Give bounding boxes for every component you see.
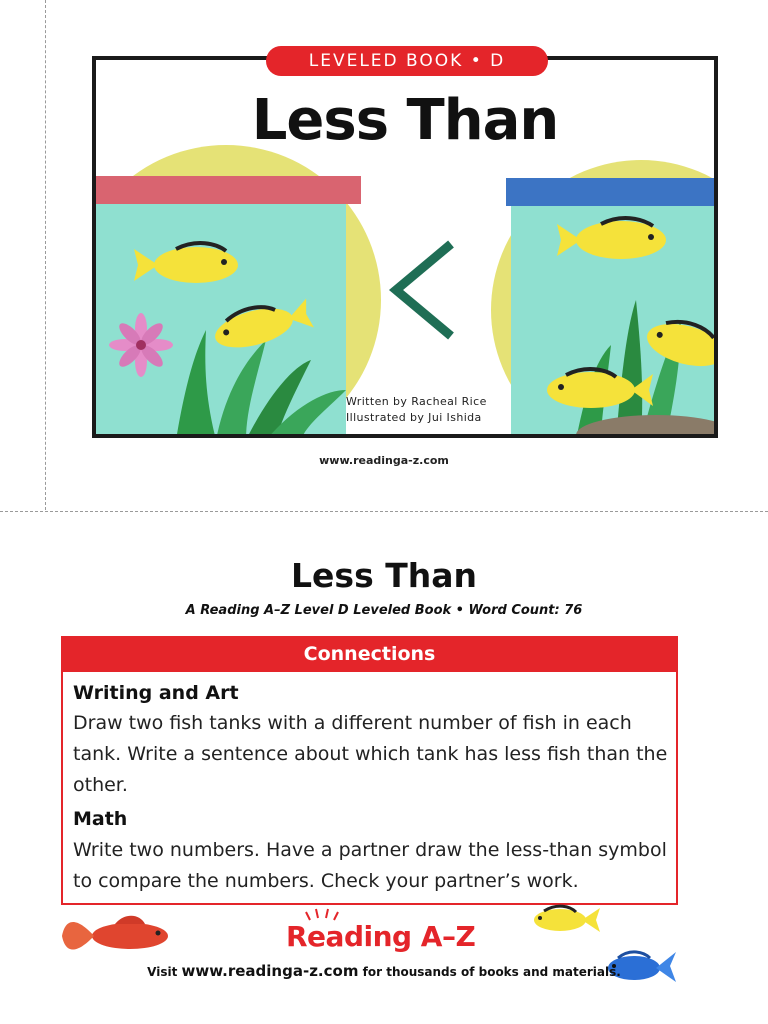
section-body-writing-art: Draw two fish tanks with a different number of fish in each tank. Write a sentence about which tank has less fish than the other. xyxy=(73,712,668,796)
fold-line-horizontal xyxy=(0,511,768,512)
fold-line-vertical xyxy=(45,0,46,510)
reading-az-logo: Reading A–Z xyxy=(286,920,476,953)
level-badge: LEVELED BOOK • D xyxy=(266,46,548,76)
connections-box xyxy=(61,636,678,905)
cover-illustration xyxy=(92,56,718,438)
book-subtitle: A Reading A–Z Level D Leveled Book • Word Count: 76 xyxy=(185,603,583,618)
red-fish-icon xyxy=(60,910,180,960)
visit-url-link[interactable]: www.readinga-z.com xyxy=(181,962,359,980)
connections-header: Connections xyxy=(63,638,676,672)
section-heading-writing-art: Writing and Art xyxy=(73,682,239,704)
less-than-symbol xyxy=(396,244,451,336)
cover-title: Less Than xyxy=(251,88,559,153)
section-body-math: Write two numbers. Have a partner draw the less-than symbol to compare the numbers. Check your partner’s work. xyxy=(73,839,667,892)
visit-prefix: Visit xyxy=(147,965,178,979)
book-title: Less Than xyxy=(291,556,477,595)
section-heading-math: Math xyxy=(73,808,128,830)
author-credit: Written by Racheal Rice xyxy=(346,395,487,408)
illustrator-credit: Illustrated by Jui Ishida xyxy=(346,411,482,424)
credits xyxy=(346,394,487,426)
visit-line xyxy=(0,962,768,980)
visit-suffix: for thousands of books and materials. xyxy=(362,965,621,979)
cover-url-link[interactable]: www.readinga-z.com xyxy=(319,454,449,467)
yellow-fish-icon xyxy=(522,898,602,942)
